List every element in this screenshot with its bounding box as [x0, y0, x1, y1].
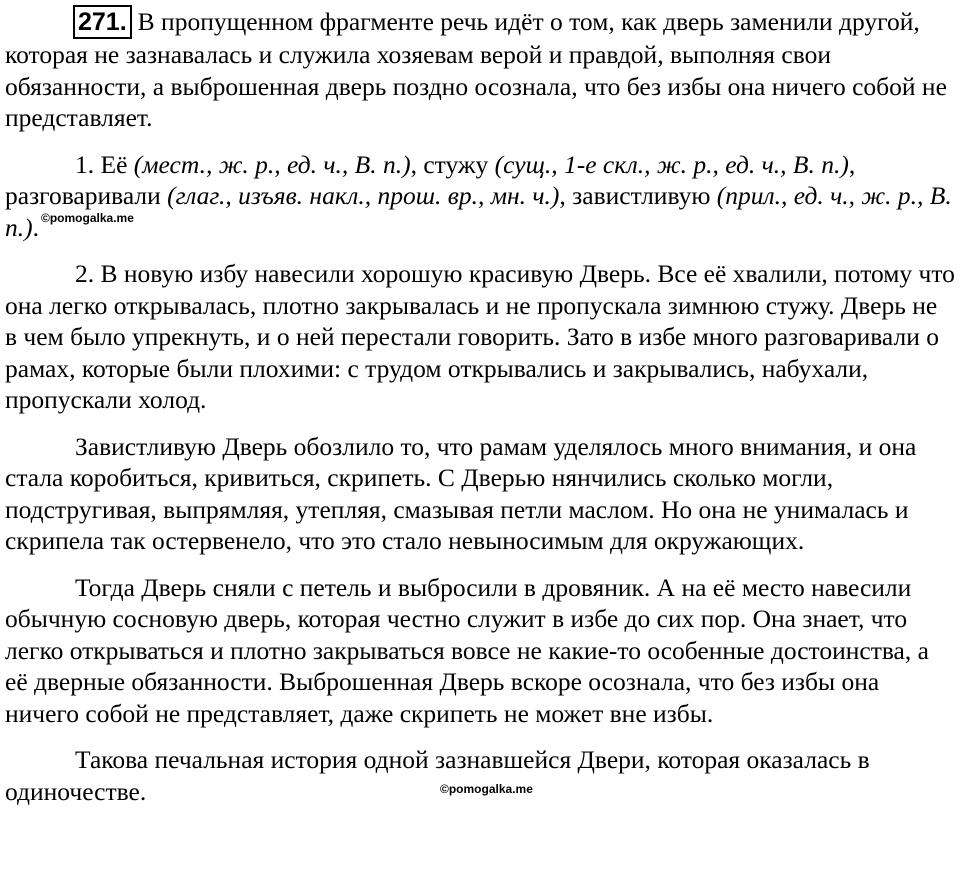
item-1: [5, 149, 955, 244]
exercise-number: 271.: [73, 5, 132, 39]
item1-word-4: , завистливую: [559, 181, 717, 210]
exercise-intro: [5, 5, 955, 134]
item1-prefix: 1. Её: [75, 149, 134, 179]
item1-note-1: (мест., ж. р., ед. ч., В. п.): [133, 149, 411, 179]
item1-end: .: [32, 212, 39, 242]
paragraph-5: Такова печальная история одной зазнавшейся Двери, которая оказалась в одиночестве.: [5, 745, 870, 806]
watermark-2: ©pomogalka.me: [440, 782, 533, 796]
item1-note-3: (глаг., изъяв. накл., прош. вр., мн. ч.): [167, 181, 560, 210]
paragraph-3: Завистливую Дверь обозлило то, что рамам уделялось много внимания, и она стала коробиться, кривиться, скрипеть. С Дверью нянчились сколько могли, подстругивая, выпрямляя, утепляя, смазывая петли маслом. Но она не унималась и скрипела так остервенело, что это стало невыносимым для окружающих.: [5, 431, 917, 555]
intro-text: В пропущенном фрагменте речь идёт о том, как дверь заменили другой, которая не зазнавалась и служила хозяевам верой и правдой, выполняя свои обязанности, а выброшенная дверь поздно осознала, что без избы она ничего собой не представляет.: [5, 7, 947, 132]
item-2: 2. В новую избу навесили хорошую красивую Дверь. Все её хвалили, потому что она легко открывалась, плотно закрывалась и не пропускала зимнюю стужу. Дверь не в чем было упрекнуть, и о ней перестали говорить. Зато в избе много разговаривали о рамах, которые были плохими: с трудом открывались и закрывались, набухали, пропускали холод.: [5, 259, 955, 414]
item1-word-3: , разговаривали: [5, 149, 856, 210]
item1-word-2: , стужу: [410, 149, 495, 179]
document-page: [5, 5, 955, 822]
watermark-1: ©pomogalka.me: [41, 210, 134, 225]
paragraph-4: Тогда Дверь сняли с петель и выбросили в дровяник. А на её место навесили обычную сосновую дверь, которая честно служит в избе до сих пор. Она знает, что легко открываться и плотно закрываться вовсе не какие-то особенные достоинства, а её дверные обязанности. Выброшенная Дверь вскоре осознала, что без избы она ничего собой не представляет, даже скрипеть не может вне избы.: [5, 572, 929, 728]
item1-note-2: (сущ., 1-е скл., ж. р., ед. ч., В. п.): [494, 149, 849, 179]
item1-note-4: (прил., ед. ч., ж. р., В. п.): [5, 181, 952, 242]
